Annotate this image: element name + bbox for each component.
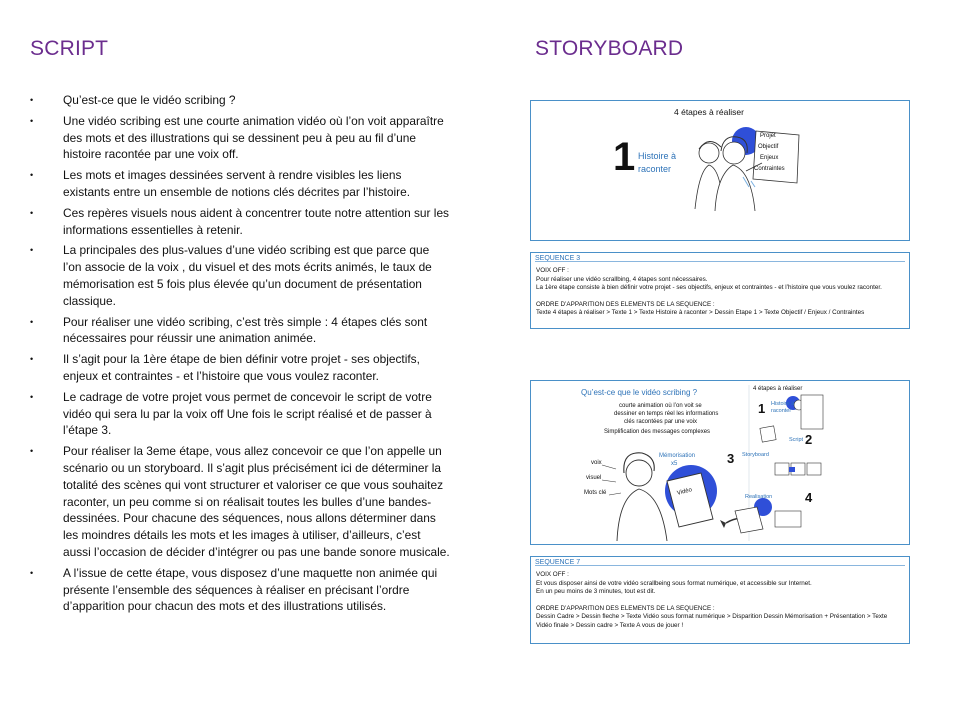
script-heading: SCRIPT — [30, 37, 109, 60]
script-bullet: • Pour réaliser la 3eme étape, vous allez concevoir ce que l’on appelle un scénario ou un storyboard. Il s’agit plus précisément ici de déterminer la totalité des scènes qui vont structurer et valoriser ce que vous souhaitez raconter, un peu comme si on réalisait toutes les bulles d’une bandes-dessinées. Pour chacune des séquences, nous allons déterminer dans les moindres détails les mots et les images à utiliser, d’ailleurs, c’est aussi l’occasion de décider d’intégrer ou pas une bande sonore musicale. — [30, 444, 450, 559]
sequence-line: En un peu moins de 3 minutes, tout est dit. — [536, 588, 656, 596]
bullet-dot: • — [30, 567, 34, 578]
script-bullet: • Ces repères visuels nous aident à concentrer toute notre attention sur les informations essentielles à retenir. — [30, 205, 450, 237]
spacer — [536, 293, 906, 301]
step-number: 1 — [758, 401, 766, 416]
memorisation-factor: x5 — [671, 461, 678, 467]
memorisation-label: Mémorisation — [659, 453, 696, 459]
sequence-line: Pour réaliser une vidéo scrallbing, 4 étapes sont nécessaires. — [536, 275, 708, 283]
visual-label: visuel — [586, 475, 602, 481]
sequence-line: ORDRE D’APPARITION DES ELEMENTS DE LA SEQUENCE : — [536, 300, 715, 308]
frame1-heading: 4 étapes à réaliser — [674, 107, 744, 117]
bullet-dot: • — [30, 354, 34, 365]
sequence-line: VOIX OFF : — [536, 571, 569, 578]
sequence-line: Texte 4 étapes à réaliser > Texte 1 > Texte Histoire à raconter > Dessin Etape 1 > Texte Objectif / Enjeux / Contraintes — [536, 309, 865, 317]
summary-sketch — [531, 381, 909, 544]
sequence-3-body — [536, 267, 906, 318]
bullet-dot: • — [30, 115, 34, 126]
board-item: Objectif — [758, 144, 779, 150]
step-number: 4 — [805, 490, 813, 505]
step-number: 3 — [727, 451, 735, 466]
step-label: Storyboard — [742, 452, 769, 458]
script-bullet: • Qu’est-ce que le vidéo scribing ? — [30, 93, 236, 107]
sequence-line: Vidéo finale > Dessin cadre > Texte A vous de jouer ! — [536, 621, 684, 629]
script-bullet: • Le cadrage de votre projet vous permet de concevoir le script de votre vidéo qui sera lu par la voix off Une fois le script réalisé et de passer à l’étape 3. — [30, 389, 432, 438]
sequence-line: Et vous disposer ainsi de votre vidéo scrallbeing sous format numérique, et accessible sur Internet. — [536, 579, 812, 587]
storyboard-frame-2 — [530, 380, 910, 545]
board-item: Enjeux — [760, 155, 779, 161]
frame1-label-line1: Histoire à — [638, 151, 677, 161]
step-label: Script — [789, 437, 804, 443]
sequence-7-heading: SEQUENCE 7 — [535, 559, 581, 566]
step-number: 2 — [805, 432, 813, 447]
divider — [535, 261, 905, 262]
script-bullet: • Pour réaliser une vidéo scribing, c’est très simple : 4 étapes clés sont nécessaires pour réussir une animation animée. — [30, 314, 428, 346]
bullet-dot: • — [30, 245, 34, 256]
divider — [535, 565, 905, 566]
bullet-dot: • — [30, 391, 34, 402]
frame2-desc: dessiner en temps réel les informations — [614, 411, 719, 417]
spacer — [536, 597, 906, 605]
script-bullet-list — [28, 92, 450, 619]
sequence-3-heading: SEQUENCE 3 — [535, 255, 581, 262]
script-bullet: • Une vidéo scribing est une courte animation vidéo où l’on voit apparaître des mots et des illustrations qui se dessinent peu à peu au fil d’une histoire racontée par une voix off. — [30, 113, 444, 162]
frame2-desc: clés racontées par une voix — [624, 419, 698, 425]
frame1-step-number: 1 — [613, 135, 636, 179]
script-bullet: • Il s’agit pour la 1ère étape de bien définir votre projet - ses objectifs, enjeux et contraintes - et l’histoire que vous voulez raconter. — [30, 352, 420, 383]
bullet-dot: • — [30, 446, 34, 457]
tablet-label: Vidéo — [676, 487, 693, 497]
sequence-line: Dessin Cadre > Dessin fleche > Texte Vidéo sous format numérique > Disparition Dessin Mémorisation + Présentation > Texte — [536, 613, 888, 621]
sequence-line: La 1ère étape consiste à bien définir votre projet - ses objectifs, enjeux et contraintes - et l’histoire que vous voulez raconter. — [536, 284, 882, 292]
bullet-dot: • — [30, 170, 34, 181]
frame1-label-line2: raconter — [638, 164, 672, 174]
bullet-dot: • — [30, 316, 34, 327]
voice-label: voix — [591, 460, 602, 466]
board-item: Contraintes — [754, 166, 785, 172]
storyboard-heading: STORYBOARD — [535, 37, 684, 60]
step-label: Histoire à — [771, 401, 795, 407]
sequence-7-body — [536, 571, 906, 631]
sequence-7-box — [530, 556, 910, 644]
sequence-3-box — [530, 252, 910, 329]
script-bullet: • Les mots et images dessinées servent à rendre visibles les liens existants entre un ensemble de notions clés décrites par l’histoire. — [30, 168, 410, 199]
steps-title: 4 étapes à réaliser — [753, 386, 803, 392]
bullet-dot: • — [30, 207, 34, 218]
people-sketch — [531, 101, 909, 240]
bullet-dot: • — [30, 95, 34, 105]
sequence-line: ORDRE D’APPARITION DES ELEMENTS DE LA SEQUENCE : — [536, 604, 715, 612]
step-label: raconter — [771, 408, 792, 414]
frame2-desc: courte animation où l’on voit se — [619, 403, 702, 409]
sequence-line: VOIX OFF : — [536, 267, 569, 274]
storyboard-frame-1 — [530, 100, 910, 241]
frame2-desc: Simplification des messages complexes — [604, 429, 711, 435]
board-item: Projet — [760, 133, 776, 139]
step-label: Realisation — [745, 494, 773, 500]
keywords-label: Mots clé — [584, 490, 607, 496]
script-bullet: • A l’issue de cette étape, vous disposez d’une maquette non animée qui présente l’ensemble des séquences à réaliser en précisant l’ordre d’apparition pour chacun des mots et des illustrations utilisés. — [30, 565, 438, 614]
script-bullet: • La principales des plus-values d’une vidéo scribing est que parce que l’on associe de la voix , du visuel et des mots écrits animés, le taux de mémorisation est 5 fois plus élevée qu’un document de présentation classique. — [30, 243, 432, 308]
frame2-heading: Qu’est-ce que le vidéo scribing ? — [581, 388, 698, 397]
